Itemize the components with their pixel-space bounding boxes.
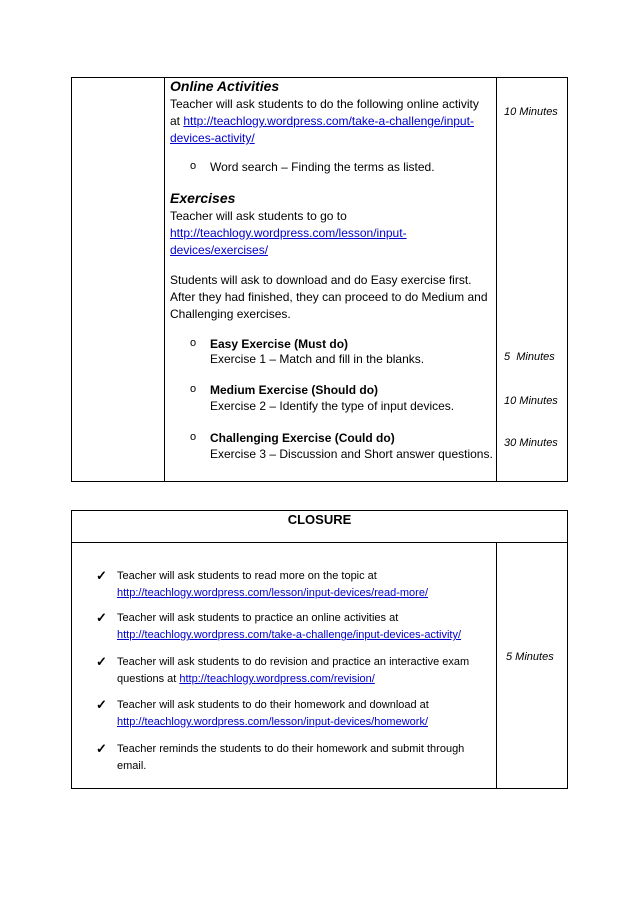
closure-heading: CLOSURE xyxy=(287,512,352,527)
read-more-link[interactable]: http://teachlogy.wordpress.com/lesson/input-devices/read-more/ xyxy=(117,587,428,599)
online-activities-time: 10 Minutes xyxy=(504,106,558,118)
exercises-para-line1: Students will ask to download and do Easy exercise first. xyxy=(170,273,472,287)
online-activity-link-cont[interactable]: devices-activity/ xyxy=(170,131,255,145)
online-activities-line1: Teacher will ask students to do the following online activity xyxy=(170,97,479,111)
challenging-exercise-time: 30 Minutes xyxy=(504,437,558,449)
easy-exercise-time: 5 Minutes xyxy=(504,351,555,363)
exercises-para-line3: Challenging exercises. xyxy=(170,307,291,321)
challenging-exercise-desc: Exercise 3 – Discussion and Short answer questions. xyxy=(210,447,493,461)
challenging-exercise-title: Challenging Exercise (Could do) xyxy=(210,431,395,445)
closure-item-2-linkline xyxy=(117,627,461,643)
revision-link[interactable]: http://teachlogy.wordpress.com/revision/ xyxy=(179,673,375,685)
online-activity-link[interactable]: http://teachlogy.wordpress.com/take-a-challenge/input- xyxy=(183,114,474,128)
medium-exercise-bullet: o xyxy=(190,383,197,395)
exercises-para-line2: After they had finished, they can proceed to do Medium and xyxy=(170,290,488,304)
check-icon: ✓ xyxy=(96,654,107,669)
closure-item-1-text: Teacher will ask students to read more on the topic at xyxy=(117,570,377,582)
check-icon: ✓ xyxy=(96,568,107,583)
exercises-link-cont[interactable]: devices/exercises/ xyxy=(170,243,269,257)
activities-col-divider-right xyxy=(496,77,497,482)
closure-item-5-text: Teacher reminds the students to do their homework and submit through xyxy=(117,743,465,755)
online-activity-closure-link[interactable]: http://teachlogy.wordpress.com/take-a-challenge/input-devices-activity/ xyxy=(117,629,462,641)
closure-item-4-text: Teacher will ask students to do their homework and download at xyxy=(117,699,429,711)
medium-exercise-title: Medium Exercise (Should do) xyxy=(210,383,379,397)
medium-exercise-time: 10 Minutes xyxy=(504,395,558,407)
online-activities-line3 xyxy=(170,130,255,147)
easy-exercise-title: Easy Exercise (Must do) xyxy=(210,337,349,351)
closure-header-divider xyxy=(71,542,568,543)
challenging-exercise-bullet: o xyxy=(190,431,197,443)
medium-exercise-desc: Exercise 2 – Identify the type of input devices. xyxy=(210,399,455,413)
online-activities-line2: at http://teachlogy.wordpress.com/take-a-challenge/input- xyxy=(170,114,474,128)
word-search-item: Word search – Finding the terms as listed. xyxy=(210,160,435,174)
exercises-link[interactable]: http://teachlogy.wordpress.com/lesson/input- xyxy=(170,226,407,240)
easy-exercise-bullet: o xyxy=(190,337,197,349)
closure-item-2-text: Teacher will ask students to practice an online activities at xyxy=(117,612,399,624)
closure-col-divider xyxy=(496,542,497,789)
closure-item-1-linkline xyxy=(117,585,428,601)
closure-time: 5 Minutes xyxy=(506,651,554,663)
closure-item-4-linkline xyxy=(117,714,428,730)
exercises-line1: Teacher will ask students to go to xyxy=(170,209,347,223)
exercises-heading: Exercises xyxy=(170,190,236,206)
check-icon: ✓ xyxy=(96,741,107,756)
easy-exercise-desc: Exercise 1 – Match and fill in the blanks. xyxy=(210,352,425,366)
closure-item-5-line2: email. xyxy=(117,760,147,772)
activities-col-divider-left xyxy=(164,77,165,482)
check-icon: ✓ xyxy=(96,697,107,712)
exercises-line2 xyxy=(170,225,407,242)
word-search-bullet: o xyxy=(190,160,197,172)
closure-item-3-text: Teacher will ask students to do revision and practice an interactive exam xyxy=(117,656,470,668)
homework-link[interactable]: http://teachlogy.wordpress.com/lesson/input-devices/homework/ xyxy=(117,716,428,728)
check-icon: ✓ xyxy=(96,610,107,625)
online-activities-heading: Online Activities xyxy=(170,78,280,94)
exercises-line3 xyxy=(170,242,268,259)
closure-item-3-linkline: questions at http://teachlogy.wordpress.com/revision/ xyxy=(117,673,375,685)
